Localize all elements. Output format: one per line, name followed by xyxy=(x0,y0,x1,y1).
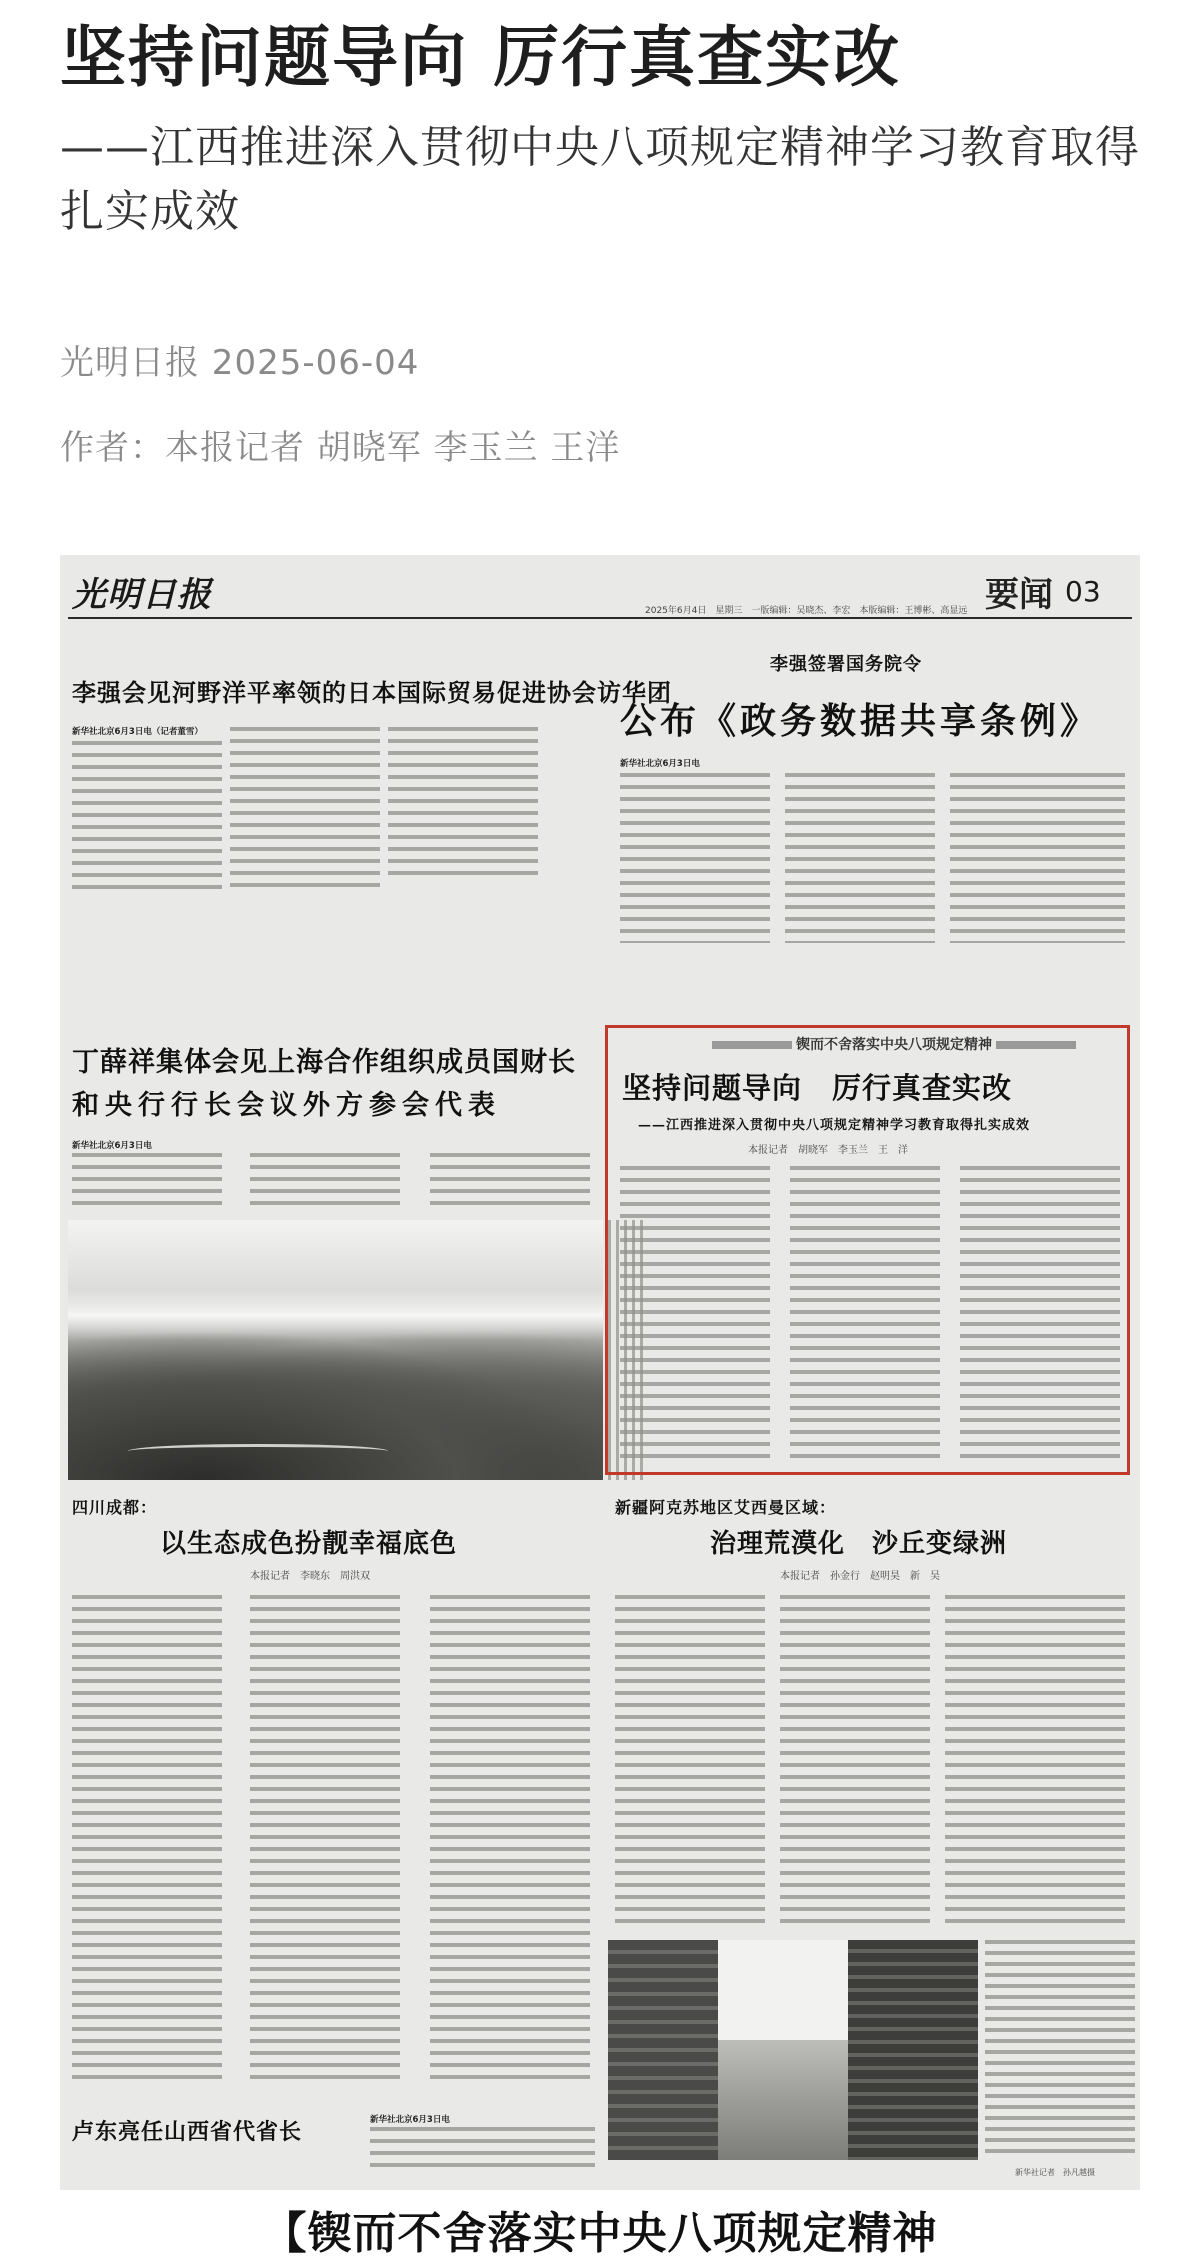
story-text-column xyxy=(388,727,538,877)
masthead-section: 要闻 xyxy=(985,575,1053,615)
street-photo-caption xyxy=(985,1940,1135,2160)
photo-credit: 新华社记者 孙凡越摄 xyxy=(1015,2168,1095,2177)
story-text-column xyxy=(250,1153,400,1208)
newspaper-logo: 光明日报 xyxy=(72,575,212,615)
photo-path xyxy=(718,2040,848,2160)
article-subtitle: ——江西推进深入贯彻中央八项规定精神学习教育取得扎实成效 xyxy=(60,122,1140,237)
story-text-column xyxy=(620,773,770,943)
story-dateline: 新华社北京6月3日电 xyxy=(370,2115,450,2125)
article-header xyxy=(60,0,1150,244)
photo-wall-left xyxy=(608,1940,718,2160)
story-text-column xyxy=(72,1153,222,1208)
story-byline: 本报记者 胡晓军 李玉兰 王 洋 xyxy=(748,1145,908,1156)
story-headline: 以生态成色扮靓幸福底色 xyxy=(160,1529,458,1559)
story-banner xyxy=(708,1034,1080,1054)
street-photo xyxy=(608,1940,978,2160)
banner-bar-left xyxy=(712,1041,792,1049)
story-text-column xyxy=(785,773,935,943)
story-text-column xyxy=(780,1595,930,1925)
story-text-column xyxy=(960,1166,1120,1466)
story-kicker: 四川成都： xyxy=(72,1498,158,1517)
story-text-column xyxy=(430,1153,590,1208)
story-text-column xyxy=(72,1595,222,2085)
story-headline: 坚持问题导向 厉行真查实改 xyxy=(622,1071,1013,1105)
footer-banner: 【锲而不舍落实中央八项规定精神 xyxy=(262,2208,938,2259)
story-dateline: 新华社北京6月3日电 xyxy=(620,759,700,769)
article-title: 坚持问题导向 厉行真查实改 xyxy=(60,19,901,96)
photo-road xyxy=(128,1444,388,1458)
banner-bar-right xyxy=(996,1041,1076,1049)
story-headline: 李强会见河野洋平率领的日本国际贸易促进协会访华团 xyxy=(72,678,672,707)
story-text-column xyxy=(370,2127,595,2167)
story-text-column xyxy=(620,1166,770,1466)
photo-sky xyxy=(718,1940,848,2040)
story-headline-line2: 和央行行长会议外方参会代表 xyxy=(72,1090,501,1121)
story-kicker: 新疆阿克苏地区艾西曼区域： xyxy=(615,1498,837,1517)
author-line: 作者：本报记者 胡晓军 李玉兰 王洋 xyxy=(60,428,621,468)
story-headline-line1: 丁薛祥集体会见上海合作组织成员国财长 xyxy=(72,1047,576,1078)
banner-text: 锲而不舍落实中央八项规定精神 xyxy=(796,1037,992,1053)
masthead-rule xyxy=(68,617,1132,619)
story-byline: 本报记者 孙金行 赵明昊 新 吴 xyxy=(780,1571,940,1582)
story-dateline: 新华社北京6月3日电（记者董雪） xyxy=(72,727,203,737)
story-headline: 卢东亮任山西省代省长 xyxy=(72,2119,303,2145)
story-subhead: ——江西推进深入贯彻中央八项规定精神学习教育取得扎实成效 xyxy=(638,1118,1031,1133)
story-text-column xyxy=(72,741,222,891)
story-headline: 治理荒漠化 沙丘变绿洲 xyxy=(710,1529,1008,1559)
story-text-column xyxy=(430,1595,590,2085)
story-text-column xyxy=(250,1595,400,2085)
story-text-column xyxy=(950,773,1125,943)
story-dateline: 新华社北京6月3日电 xyxy=(72,1141,152,1151)
highlighted-story-box xyxy=(605,1025,1130,1475)
masthead-page-number: 03 xyxy=(1065,575,1101,608)
story-kicker: 李强签署国务院令 xyxy=(770,654,922,675)
story-byline: 本报记者 李晓东 周洪双 xyxy=(250,1571,370,1582)
masthead-date-line: 2025年6月4日 星期三 一版编辑：吴晓杰、李宏 本版编辑：王博彬、高显远 xyxy=(645,606,968,616)
story-text-column xyxy=(790,1166,940,1466)
newspaper-page-image xyxy=(60,555,1140,2190)
photo-wall-right xyxy=(848,1940,978,2160)
story-headline: 公布《政务数据共享条例》 xyxy=(620,700,1101,742)
story-text-column xyxy=(945,1595,1125,1925)
story-text-column xyxy=(615,1595,765,1925)
story-text-column xyxy=(230,727,380,891)
source-date: 光明日报 2025-06-04 xyxy=(60,343,420,383)
mountain-photo xyxy=(68,1220,603,1480)
